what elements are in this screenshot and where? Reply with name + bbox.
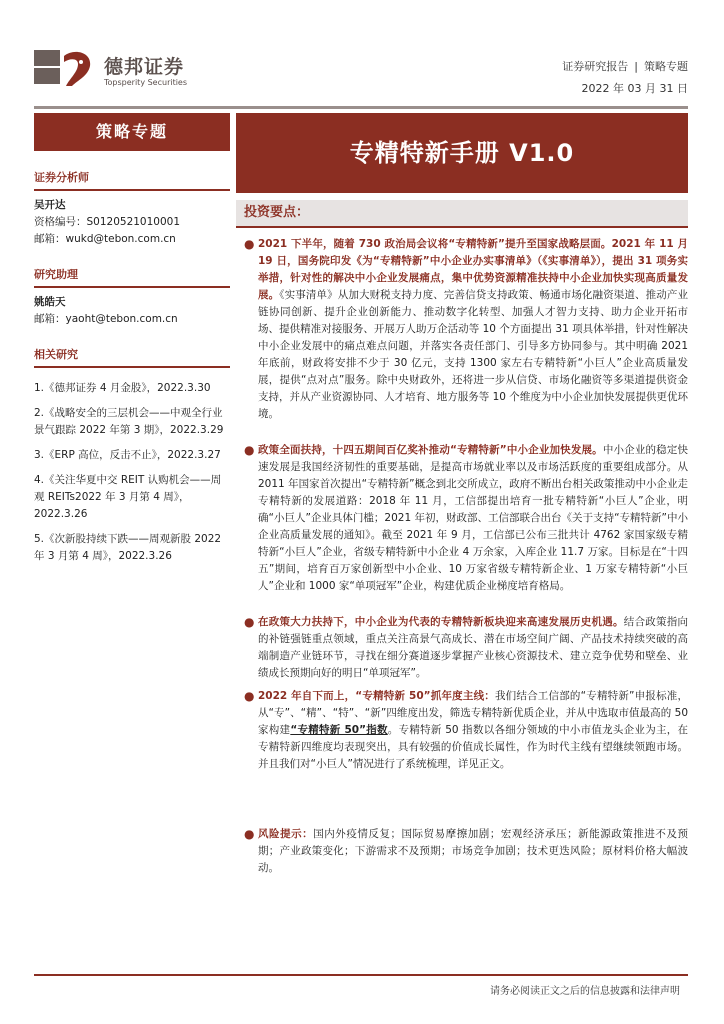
- point-lead: 风险提示：: [258, 828, 314, 840]
- related-item[interactable]: 3.《ERP 高位，反击不止》，2022.3.27: [34, 449, 221, 461]
- header-rule: [34, 106, 688, 109]
- point-body: 《实事清单》从加大财税支持力度、完善信贷支持政策、畅通市场化融资渠道、推动产业链协同创新、提升企业创新能力、推动数字化转型、加强人才智力支持、助力企业开拓市场、提供精准对接服务、开展万人助万企活动等 10 个方面提出 31 项具体举措，针对性解决中小企业发展中的痛点难点问题，并落实各责任部门、引导多方协同参与。其中明确 2021 年底前，财政将安排不少于 30 亿元，支持 1300 家左右专精特新“小巨人”企业高质量发展，提供“点对点”服务。除中央财政外，还将进一步从信贷、市场化融资等多渠道提供资金支持，并从产业资源协同、人才培育、地方服务等 10 个维度为中小企业加快发展提供更优环境。: [258, 289, 689, 420]
- assistant-name: 姚皓天: [34, 296, 66, 308]
- report-type: 证券研究报告: [562, 60, 629, 73]
- related-list: [34, 368, 230, 565]
- related-item[interactable]: 2.《战略安全的三层机会——中观全行业景气跟踪 2022 年第 3 期》，2022.3.29: [34, 407, 224, 436]
- analyst-cert: 资格编号：S0120521010001: [34, 216, 181, 228]
- bullet-icon: ●: [244, 237, 255, 251]
- company-logo: [34, 50, 94, 90]
- point-risk: [240, 826, 688, 877]
- footer-rule: [34, 974, 688, 976]
- related-item[interactable]: 5.《次新股持续下跌——周观新股 2022 年 3 月第 4 周》，2022.3.26: [34, 533, 222, 562]
- analyst-name: 吴开达: [34, 199, 66, 211]
- report-category: 策略专题: [644, 60, 688, 73]
- report-title: 专精特新手册 V1.0: [236, 113, 688, 193]
- brand-name-cn: 德邦证券: [104, 56, 185, 78]
- point-policy-upgrade: [240, 236, 688, 423]
- point-opportunity: [240, 614, 688, 682]
- assistant-heading: 研究助理: [34, 266, 230, 288]
- point-body: 结合政策指向的补链强链重点领域，重点关注高景气高成长、潜在市场空间广阔、产品技术持续突破的高端制造产业链环节，寻找在细分赛道逐步掌握产业核心资源技术、建立竞争优势和壁垒、业绩成长预期向好的明日“单项冠军”。: [258, 616, 689, 679]
- brand-name-en: Topsperity Securities: [104, 78, 188, 87]
- point-body: 。专精特新 50 指数以各细分领域的中小市值龙头企业为主，在专精特新四维度均表现突出，具有较强的价值成长属性，作为时代主线有望继续领跑市场。并且我们对“小巨人”情况进行了系统梳理，详见正文。: [258, 724, 688, 770]
- point-body: 我们结合工信部的“专精特新”申报标准，从“专”、“精”、“特”、“新”四维度出发，筛选专精特新优质企业，并从中选取市值最高的 50 家构建: [258, 690, 688, 736]
- point-body: 国内外疫情反复；国际贸易摩擦加剧；宏观经济承压；新能源政策推进不及预期；产业政策变化；下游需求不及预期；市场竞争加剧；技术更迭风险；原材料价格大幅波动。: [258, 828, 689, 874]
- related-item[interactable]: 4.《关注华夏中交 REIT 认购机会——周观 REITs2022 年 3 月第 4 周》，2022.3.26: [34, 474, 222, 520]
- report-date: 2022 年 03 月 31 日: [581, 82, 688, 95]
- analyst-heading: 证券分析师: [34, 169, 230, 191]
- bullet-icon: ●: [244, 615, 255, 629]
- assistant-email[interactable]: 邮箱：yaoht@tebon.com.cn: [34, 313, 178, 325]
- brand: [104, 56, 187, 88]
- assistant-info: [34, 288, 230, 328]
- bullet-icon: ●: [244, 827, 255, 841]
- report-meta: 证券研究报告 | 策略专题 2022 年 03 月 31 日: [562, 56, 688, 100]
- point-policy-support: [240, 442, 688, 595]
- point-index-50: [240, 688, 688, 773]
- point-body: 中小企业的稳定快速发展是我国经济韧性的重要基础，是提高市场就业率以及市场活跃度的重要组成部分。从 2011 年国家首次提出“专精特新”概念到北交所成立，政府不断出台相关政策推动中小企业走专精特新的发展道路：2018 年 11 月，工信部提出培育一批专精特新“小巨人”企业，明确“小巨人”企业具体门槛；2021 年初，财政部、工信部联合出台《关于支持“专精特新”中小企业高质量发展的通知》。截至 2021 年 9 月，工信部已公布三批共计 4762 家国家级专精特新“小巨人”企业，省级专精特新中小企业 4 万余家，入库企业 11.7 万家。目标是在“十四五”期间，培育百万家创新型中小企业、10 万家省级专精特新企业、1 万家专精特新“小巨人”企业和 1000 家“单项冠军”企业，构建优质企业梯度培育格局。: [258, 444, 688, 592]
- analyst-info: [34, 191, 230, 248]
- point-lead: 在政策大力扶持下，中小企业为代表的专精特新板块迎来高速发展历史机遇。: [258, 616, 624, 628]
- point-lead: 2021 下半年，随着 730 政治局会议将“专精特新”提升至国家战略层面。2021 年 11 月 19 日，国务院印发《为“专精特新”中小企业办实事清单》（《实事清单》），提出 31 项务实举措，针对性的解决中小企业发展痛点，集中优势资源精准扶持中小企业加快实现高质量发展。: [258, 238, 688, 301]
- investment-highlights-heading: 投资要点：: [236, 200, 688, 228]
- bullet-icon: ●: [244, 689, 255, 703]
- bullet-icon: ●: [244, 443, 255, 457]
- related-heading: 相关研究: [34, 346, 230, 368]
- related-item[interactable]: 1.《德邦证券 4 月金股》，2022.3.30: [34, 382, 211, 394]
- analyst-email[interactable]: 邮箱：wukd@tebon.com.cn: [34, 233, 176, 245]
- point-lead: 2022 年自下而上，“专精特新 50”抓年度主线：: [258, 690, 495, 702]
- index-link[interactable]: “专精特新 50”指数: [290, 724, 388, 736]
- left-sidebar: [34, 113, 230, 573]
- point-lead: 政策全面扶持，十四五期间百亿奖补推动“专精特新”中小企业加快发展。: [258, 444, 603, 456]
- sidebar-title: 策略专题: [34, 113, 230, 151]
- footer-disclaimer[interactable]: 请务必阅读正文之后的信息披露和法律声明: [490, 986, 680, 997]
